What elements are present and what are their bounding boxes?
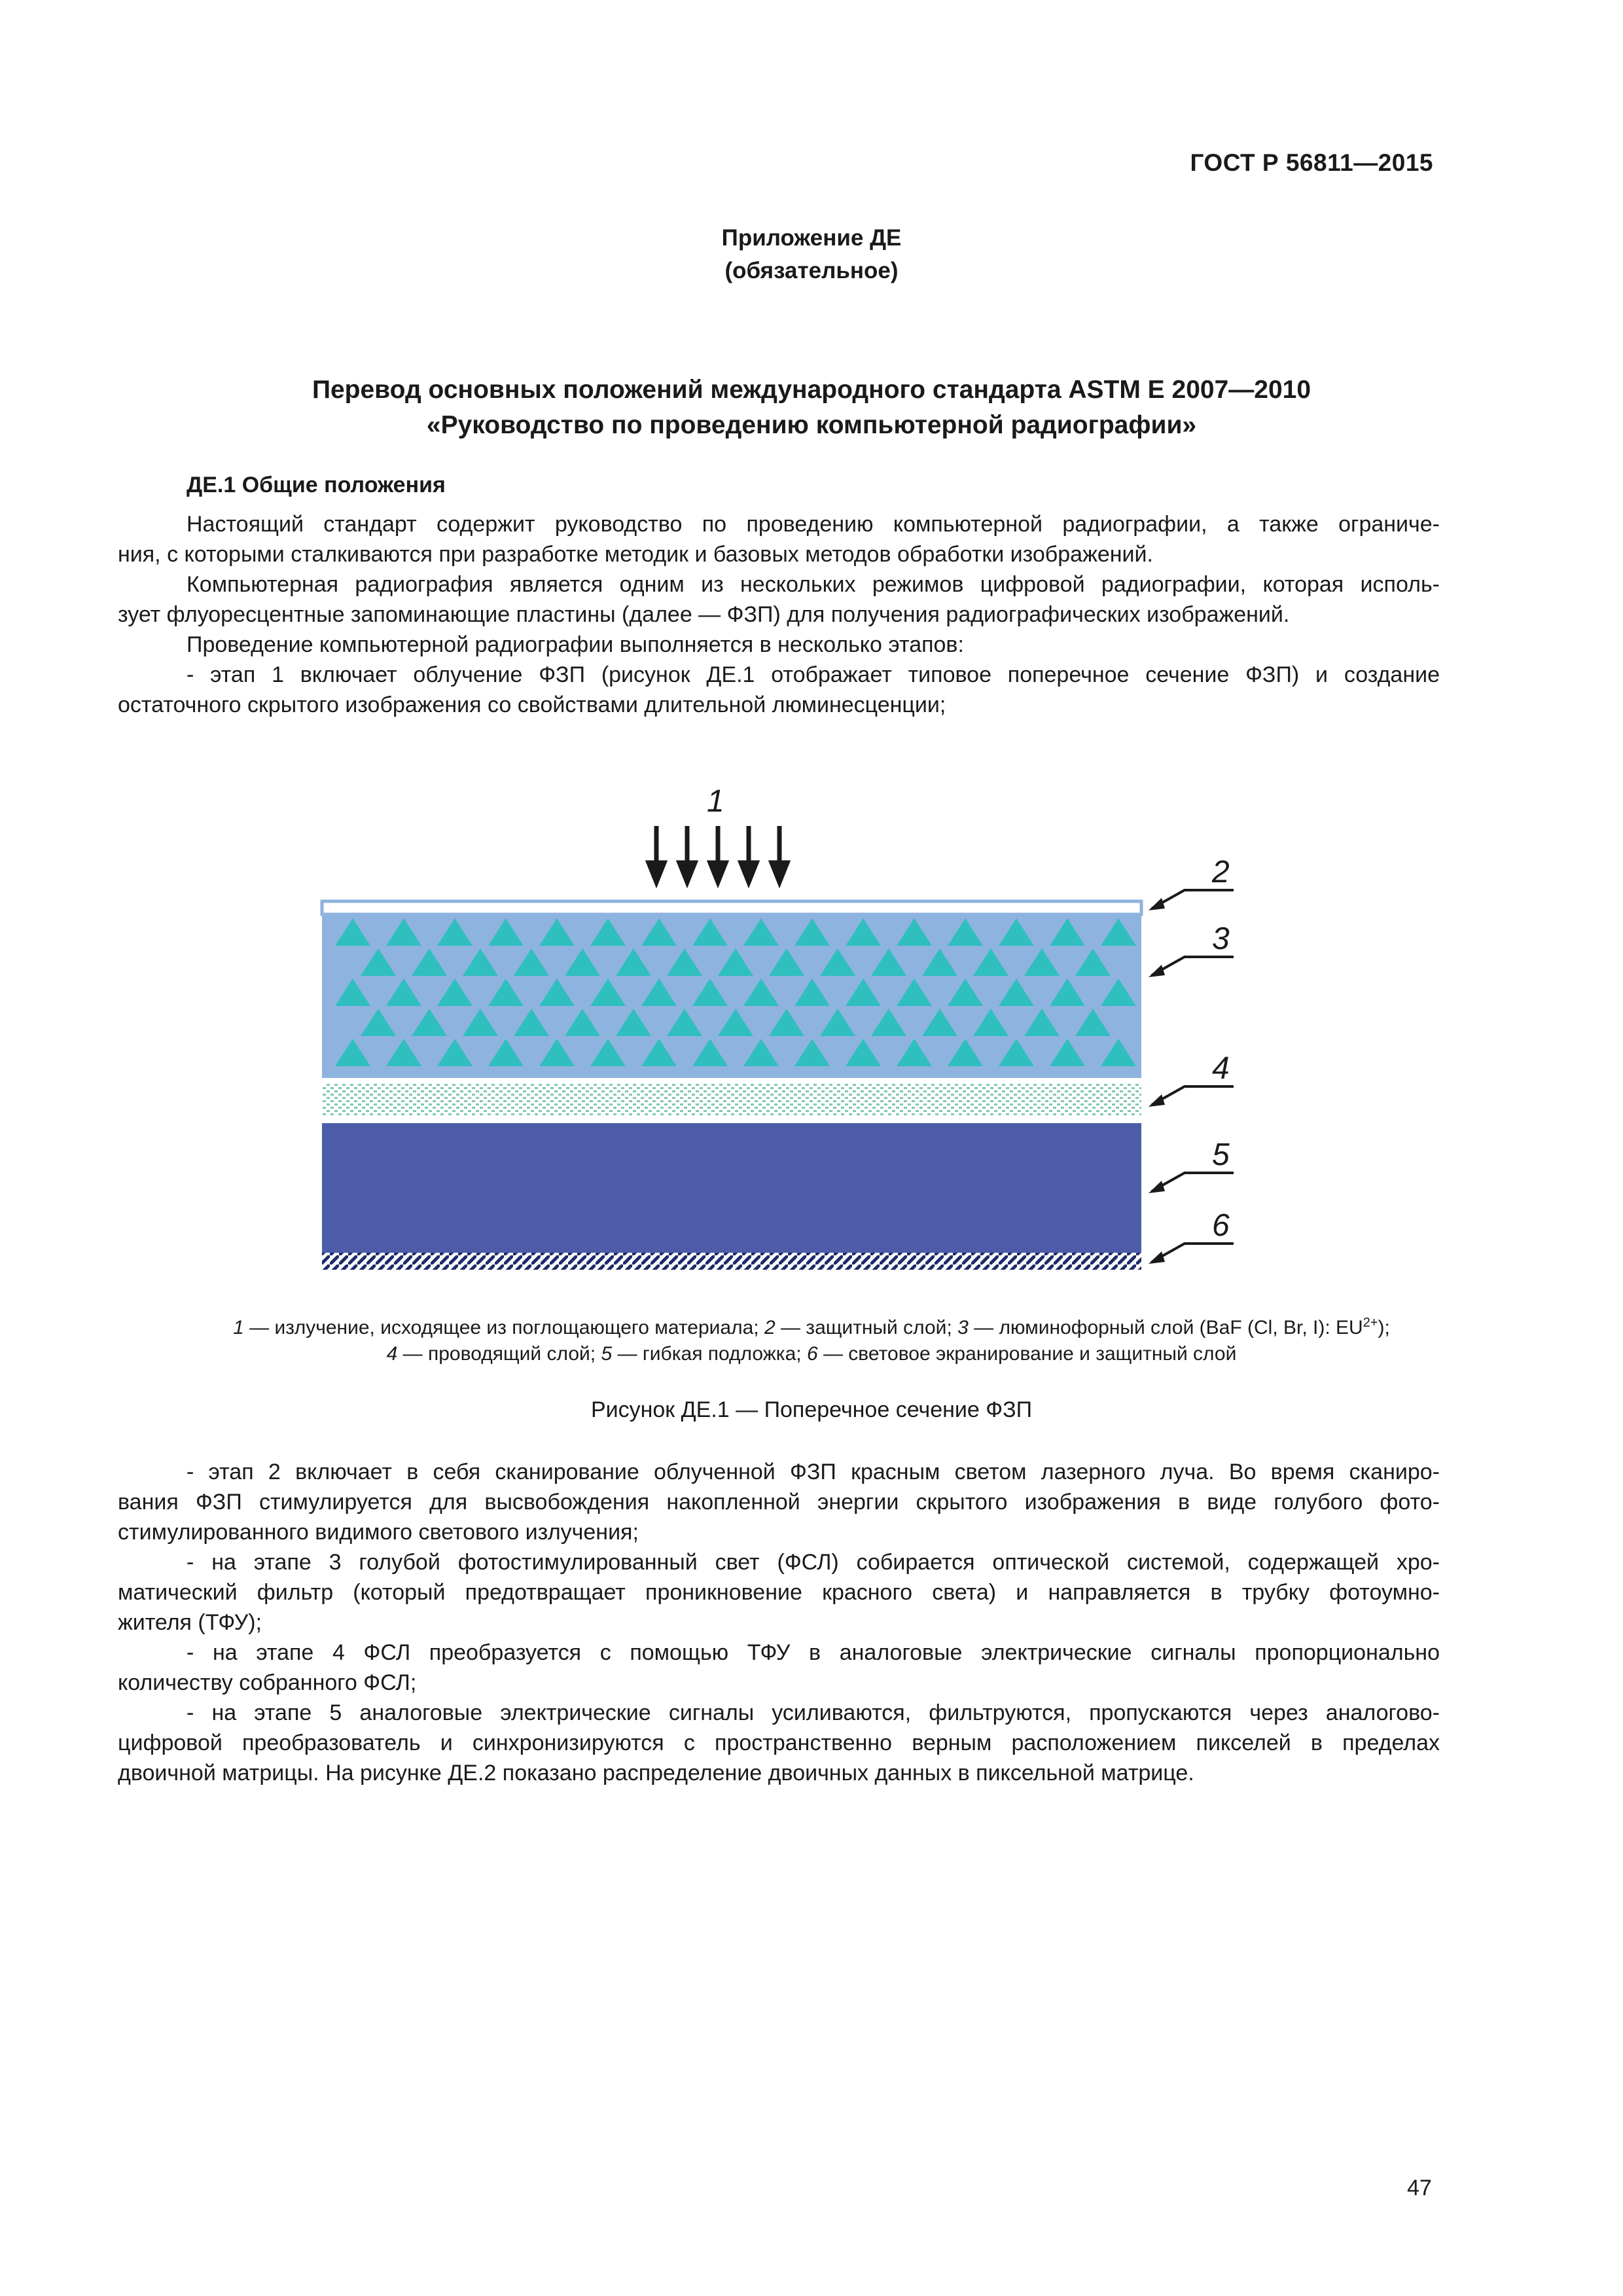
flexible-substrate [322,1123,1141,1253]
callout-3: 3 [1212,922,1230,956]
body-line: Настоящий стандарт содержит руководство по проведению компьютерной радиографии, а также ограниче- [187,512,1440,537]
shielding-layer [322,1253,1141,1270]
callout-5: 5 [1212,1138,1230,1172]
conductive-layer [322,1084,1141,1115]
body-line: - на этапе 3 голубой фотостимулированный свет (ФСЛ) собирается оптической системой, содержащей хро- [187,1550,1440,1575]
section-heading: ДЕ.1 Общие положения [187,473,446,497]
body-line: - этап 1 включает облучение ФЗП (рисунок ДЕ.1 отображает типовое поперечное сечение ФЗП) и создание [187,662,1440,687]
body-line: вания ФЗП стимулируется для высвобождения накопленной энергии скрытого изображения в виде голубого фото- [118,1490,1440,1515]
body-line: двоичной матрицы. На рисунке ДЕ.2 показано распределение двоичных данных в пиксельной матрице. [118,1761,1194,1785]
body-line: - на этапе 4 ФСЛ преобразуется с помощью ТФУ в аналоговые электрические сигналы пропорционально [187,1640,1440,1665]
figure-caption: Рисунок ДЕ.1 — Поперечное сечение ФЗП [590,1397,1033,1422]
callout-1: 1 [707,784,724,819]
figure-legend-line-2: 4 — проводящий слой; 5 — гибкая подложка; 6 — световое экранирование и защитный слой [386,1343,1237,1365]
body-line: ния, с которыми сталкиваются при разработке методик и базовых методов обработки изображений. [118,542,1153,567]
body-line: - этап 2 включает в себя сканирование облученной ФЗП красным светом лазерного луча. Во время сканиро- [187,1460,1440,1484]
body-line: Компьютерная радиография является одним из нескольких режимов цифровой радиографии, которая исполь- [187,572,1440,597]
body-line: остаточного скрытого изображения со свойствами длительной люминесценции; [118,692,946,717]
document-title-line-1: Перевод основных положений международного стандарта ASTM E 2007—2010 [312,376,1311,404]
body-line: зует флуоресцентные запоминающие пластины (далее — ФЗП) для получения радиографических изображений. [118,602,1290,627]
appendix-title: Приложение ДЕ [721,225,902,251]
body-line: количеству собранного ФСЛ; [118,1670,417,1695]
protective-layer [322,901,1141,914]
body-line: стимулированного видимого светового излучения; [118,1520,639,1545]
figure-legend-line-1: 1 — излучение, исходящее из поглощающего материала; 2 — защитный слой; 3 — люминофорный слой (BaF (Cl, Br, I): $EU^{2+}$); [233,1316,1390,1338]
document-title-line-2: «Руководство по проведению компьютерной радиографии» [426,411,1197,439]
standard-code: ГОСТ Р 56811—2015 [1190,149,1433,176]
appendix-type: (обязательное) [724,258,899,283]
body-line: цифровой преобразователь и синхронизируются с пространственно верным расположением пикселей в пределах [118,1731,1440,1755]
callout-6: 6 [1212,1208,1230,1243]
radiation-arrows [649,826,787,882]
page-number: 47 [1407,2176,1432,2200]
body-line: жителя (ТФУ); [118,1610,262,1635]
callout-4: 4 [1212,1051,1230,1086]
body-line: - на этапе 5 аналоговые электрические сигналы усиливаются, фильтруются, пропускаются через аналогово- [187,1700,1440,1725]
body-line: Проведение компьютерной радиографии выполняется в несколько этапов: [187,632,964,657]
cross-section-figure [0,753,1623,1276]
body-line: матический фильтр (который предотвращает проникновение красного света) и направляется в трубку фотоумно- [118,1580,1440,1605]
callout-2: 2 [1212,855,1230,889]
